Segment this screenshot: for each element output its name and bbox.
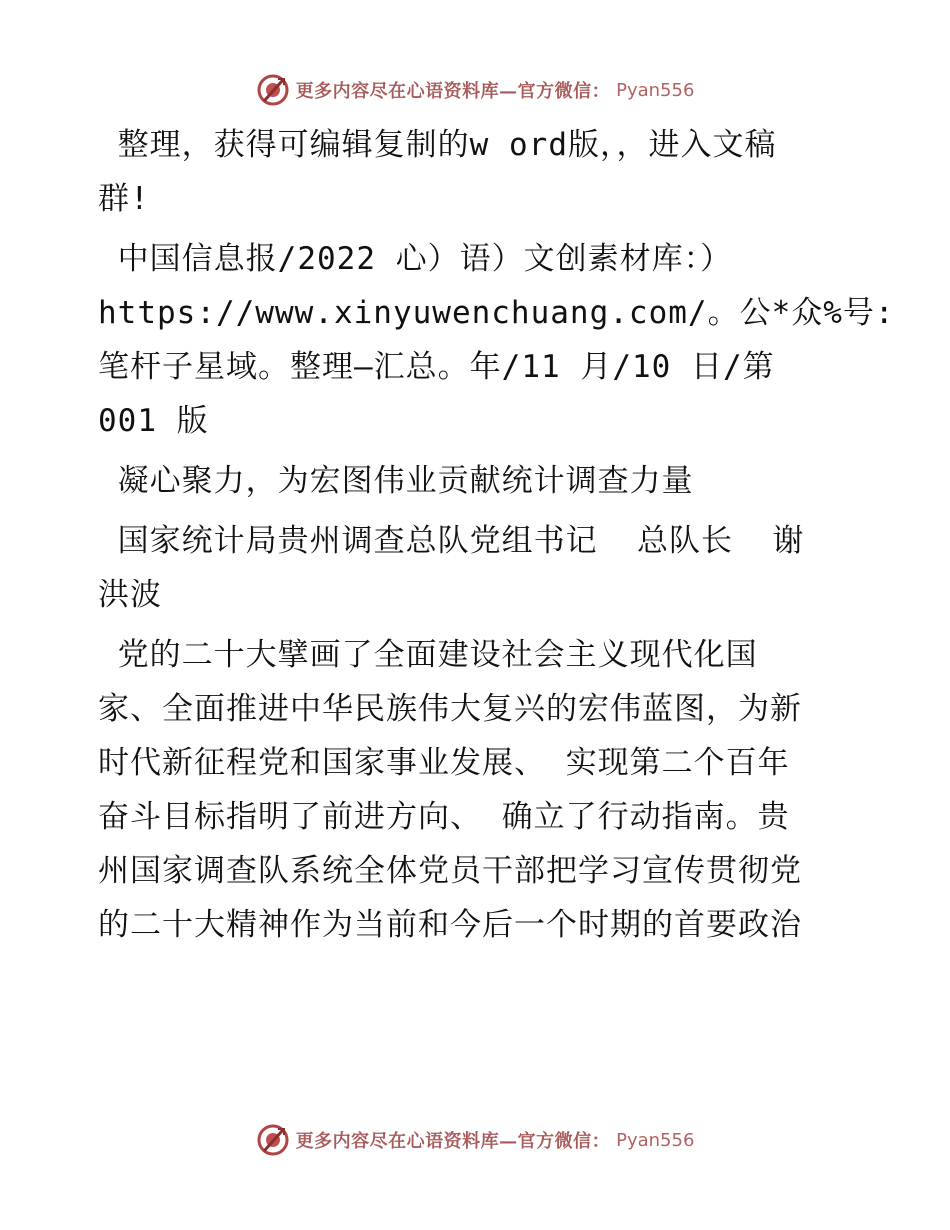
article-title (98, 454, 858, 508)
paragraph-body (98, 628, 858, 952)
logo-icon (256, 1123, 290, 1157)
banner-text: 更多内容尽在心语资料库—官方微信： (295, 1131, 611, 1152)
text-line: 州国家调查队系统全体党员干部把学习宣传贯彻党 (98, 853, 802, 889)
banner-wechat-id: Pyan556 (616, 79, 695, 101)
article-author (98, 514, 858, 622)
banner-wechat-id: Pyan556 (616, 1129, 695, 1151)
text-line: 奋斗目标指明了前进方向、 确立了行动指南。贵 (98, 799, 790, 835)
text-line: 时代新征程党和国家事业发展、 实现第二个百年 (98, 745, 790, 781)
text-line: 洪波 (98, 577, 162, 613)
paragraph-source (98, 232, 895, 448)
document-body (98, 118, 895, 958)
text-line: https://www.xinyuwenchuang.com/。公*众%号: (98, 295, 895, 331)
paragraph-intro (98, 118, 858, 226)
text-line: 国家统计局贵州调查总队党组书记 总队长 谢 (98, 523, 805, 559)
text-line: 家、全面推进中华民族伟大复兴的宏伟蓝图，为新 (98, 691, 802, 727)
text-line: 中国信息报/2022 心）语）文创素材库：） (98, 241, 733, 277)
text-line: 笔杆子星域。整理—汇总。年/11 月/10 日/第 (98, 349, 775, 385)
text-line: 党的二十大擘画了全面建设社会主义现代化国 (98, 637, 758, 673)
banner-text: 更多内容尽在心语资料库—官方微信： (295, 81, 611, 102)
text-line: 整理，获得可编辑复制的w ord版，，进入文稿 (98, 127, 777, 163)
footer-banner (0, 1120, 950, 1160)
text-line: 001 版 (98, 403, 209, 439)
text-line: 群! (98, 181, 150, 217)
text-line: 凝心聚力，为宏图伟业贡献统计调查力量 (98, 463, 694, 499)
logo-icon (256, 73, 290, 107)
text-line: 的二十大精神作为当前和今后一个时期的首要政治 (98, 907, 802, 943)
header-banner (0, 70, 950, 110)
